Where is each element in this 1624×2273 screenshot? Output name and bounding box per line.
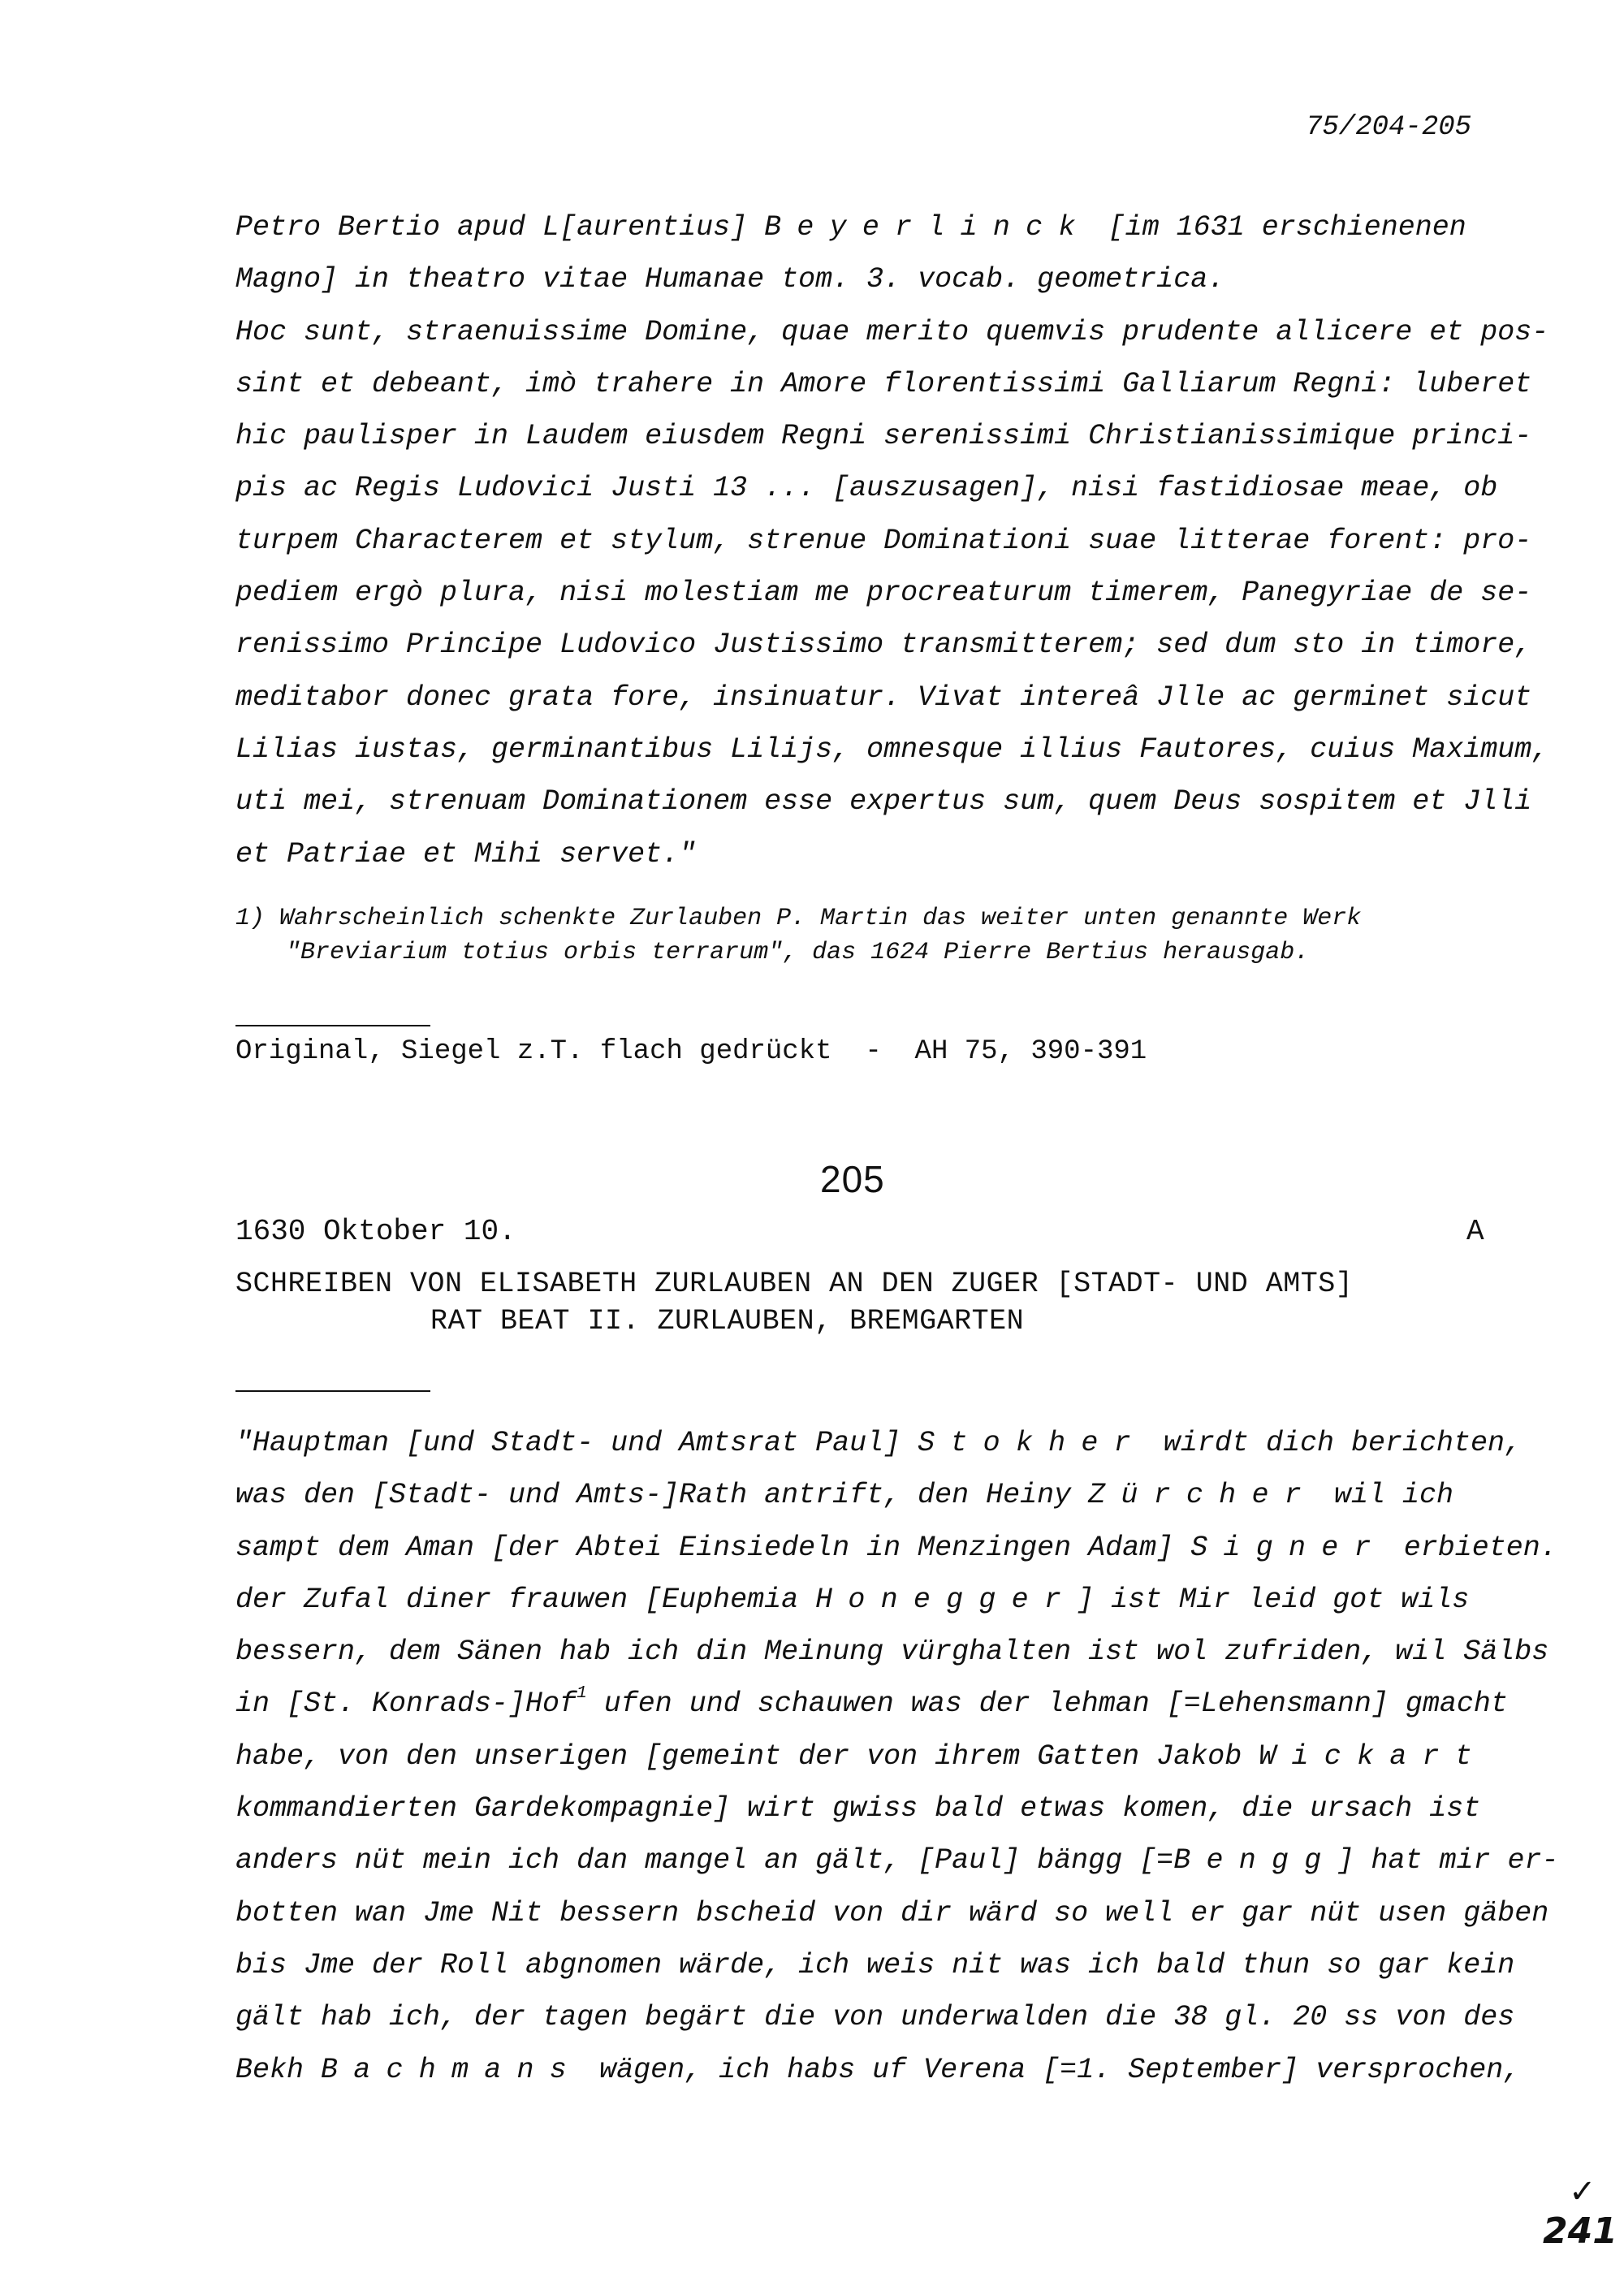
text-segment: ufen und schauwen was der lehman [=Lehensmann] gmacht — [586, 1687, 1508, 1721]
document-letter: A — [1466, 1215, 1484, 1248]
text-segment: bis Jme der Roll abgnomen wärde, ich weis nit was ich bald thun so gar kein — [235, 1948, 1515, 1981]
text-segment: kommandierten Gardekompagnie] wirt gwiss bald etwas komen, die ursach ist — [235, 1792, 1481, 1826]
spaced-name: Wickart — [1259, 1739, 1488, 1773]
text-segment: turpem Characterem et stylum, strenue Dominationi suae litterae forent: pro- — [235, 524, 1532, 557]
text-line — [235, 724, 1549, 776]
text-line — [235, 1783, 1502, 1834]
spaced-name: Stokher — [918, 1427, 1147, 1459]
text-line — [235, 1731, 1502, 1783]
text-line — [235, 1678, 1508, 1730]
text-segment: pediem ergò plura, nisi molestiam me procreaturum timerem, Panegyriae de se- — [235, 577, 1532, 610]
text-segment: erbieten. — [1386, 1531, 1557, 1564]
document-title-line-2: RAT BEAT II. ZURLAUBEN, BREMGARTEN — [430, 1305, 1025, 1337]
handwritten-page-number: 241 — [1543, 2210, 1618, 2252]
text-line — [235, 672, 1532, 724]
text-line — [235, 2044, 1521, 2096]
text-segment: et Patriae et Mihi servet." — [235, 837, 697, 871]
spaced-name: Signer — [1190, 1531, 1387, 1564]
document-number: 205 — [820, 1158, 885, 1200]
checkmark-annotation: ✓ — [1569, 2173, 1596, 2210]
text-line — [235, 1626, 1549, 1678]
text-segment: renissimo Principe Ludovico Justissimo transmitterem; sed dum sto in timore, — [235, 629, 1532, 662]
text-segment: pis ac Regis Ludovici Justi 13 ... [auszusagen], nisi fastidiosae meae, ob — [235, 472, 1498, 505]
spaced-name: Beyerlinck — [764, 211, 1091, 244]
text-segment: [im 1631 erschienenen — [1091, 211, 1466, 244]
document-date: 1630 Oktober 10. — [235, 1215, 516, 1248]
text-segment: wirdt dich berichten, — [1146, 1427, 1522, 1459]
text-line — [235, 1522, 1557, 1574]
spaced-name: Bengg — [1173, 1844, 1337, 1878]
text-segment: wil ich — [1316, 1479, 1453, 1512]
text-line — [235, 1887, 1549, 1939]
text-segment: habe, von den unserigen [gemeint der von ihrem Gatten Jakob — [235, 1739, 1259, 1773]
continuation-text — [235, 201, 1549, 880]
text-segment: bessern, dem Sänen hab ich din Meinung vürghalten ist wol zufriden, wil Sälbs — [235, 1636, 1549, 1669]
footnote-line-1: 1) Wahrscheinlich schenkte Zurlauben P. Martin das weiter unten genannte Werk — [235, 905, 1362, 932]
text-line — [235, 462, 1502, 514]
text-line — [235, 1834, 1559, 1886]
source-note: Original, Siegel z.T. flach gedrückt - AH 75, 390-391 — [235, 1036, 1147, 1067]
text-segment: was den [Stadt- und Amts-]Rath antrift, den Heiny — [235, 1479, 1089, 1512]
text-line — [235, 1991, 1515, 2043]
separator-rule — [235, 1390, 430, 1392]
text-line — [235, 306, 1549, 358]
text-segment: gält hab ich, der tagen begärt die von underwalden die 38 gl. 20 ss von des — [235, 2001, 1515, 2034]
text-line — [235, 410, 1532, 462]
text-segment: meditabor donec grata fore, insinuatur. Vivat intereâ Jlle ac germinet sicut — [235, 681, 1532, 714]
spaced-name: Bachmans — [321, 2053, 583, 2086]
text-segment: ] hat mir er- — [1337, 1844, 1559, 1878]
separator-rule — [235, 1025, 430, 1026]
text-segment: sint et debeant, imò trahere in Amore florentissimi Galliarum Regni: luberet — [235, 367, 1532, 400]
text-segment: Petro Bertio apud L[aurentius] — [235, 211, 765, 244]
text-line — [235, 1939, 1515, 1991]
text-line — [235, 201, 1502, 253]
text-segment: Magno] in theatro vitae Humanae tom. 3. vocab. geometrica. — [235, 263, 1225, 296]
text-segment: hic paulisper in Laudem eiusdem Regni serenissimi Christianissimique princi- — [235, 420, 1532, 453]
text-segment: Lilias iustas, germinantibus Lilijs, omnesque illius Fautores, cuius Maximum, — [235, 732, 1549, 766]
text-line — [235, 1417, 1522, 1469]
text-segment: in [St. Konrads-]Hof — [235, 1687, 577, 1721]
text-segment: sampt dem Aman [der Abtei Einsiedeln in Menzingen Adam] — [235, 1531, 1191, 1564]
page-reference: 75/204-205 — [1306, 112, 1472, 143]
spaced-name: Honegger — [815, 1583, 1078, 1616]
text-segment: ] ist Mir leid got wils — [1077, 1583, 1470, 1616]
text-segment: wägen, ich habs uf Verena [=1. September] versprochen, — [582, 2053, 1521, 2086]
footnote-marker: 1 — [577, 1684, 587, 1704]
text-line — [235, 619, 1532, 671]
text-line — [235, 776, 1532, 828]
spaced-name: Zürcher — [1088, 1479, 1317, 1512]
text-line — [235, 828, 1502, 880]
text-line — [235, 567, 1532, 619]
text-line — [235, 1469, 1502, 1521]
text-segment: uti mei, strenuam Dominationem esse expertus sum, quem Deus sospitem et Jlli — [235, 785, 1532, 819]
text-line — [235, 1574, 1502, 1626]
document-title-line-1: SCHREIBEN VON ELISABETH ZURLAUBEN AN DEN ZUGER [STADT- UND AMTS] — [235, 1268, 1354, 1300]
text-segment: Bekh — [235, 2053, 322, 2086]
text-segment: "Hauptman [und Stadt- und Amtsrat Paul] — [235, 1427, 918, 1459]
text-segment: botten wan Jme Nit bessern bscheid von dir wärd so well er gar nüt usen gäben — [235, 1896, 1549, 1929]
text-line — [235, 515, 1532, 567]
text-line — [235, 358, 1532, 410]
text-line — [235, 253, 1502, 305]
text-segment: der Zufal diner frauwen [Euphemia — [235, 1583, 816, 1616]
footnote — [235, 901, 1361, 970]
letter-body — [235, 1417, 1559, 2096]
text-segment: anders nüt mein ich dan mangel an gält, [Paul] bängg [= — [235, 1844, 1174, 1878]
footnote-line-2: "Breviarium totius orbis terrarum", das 1624 Pierre Bertius herausgab. — [286, 939, 1310, 966]
text-segment: Hoc sunt, straenuissime Domine, quae merito quemvis prudente allicere et pos- — [235, 315, 1549, 348]
